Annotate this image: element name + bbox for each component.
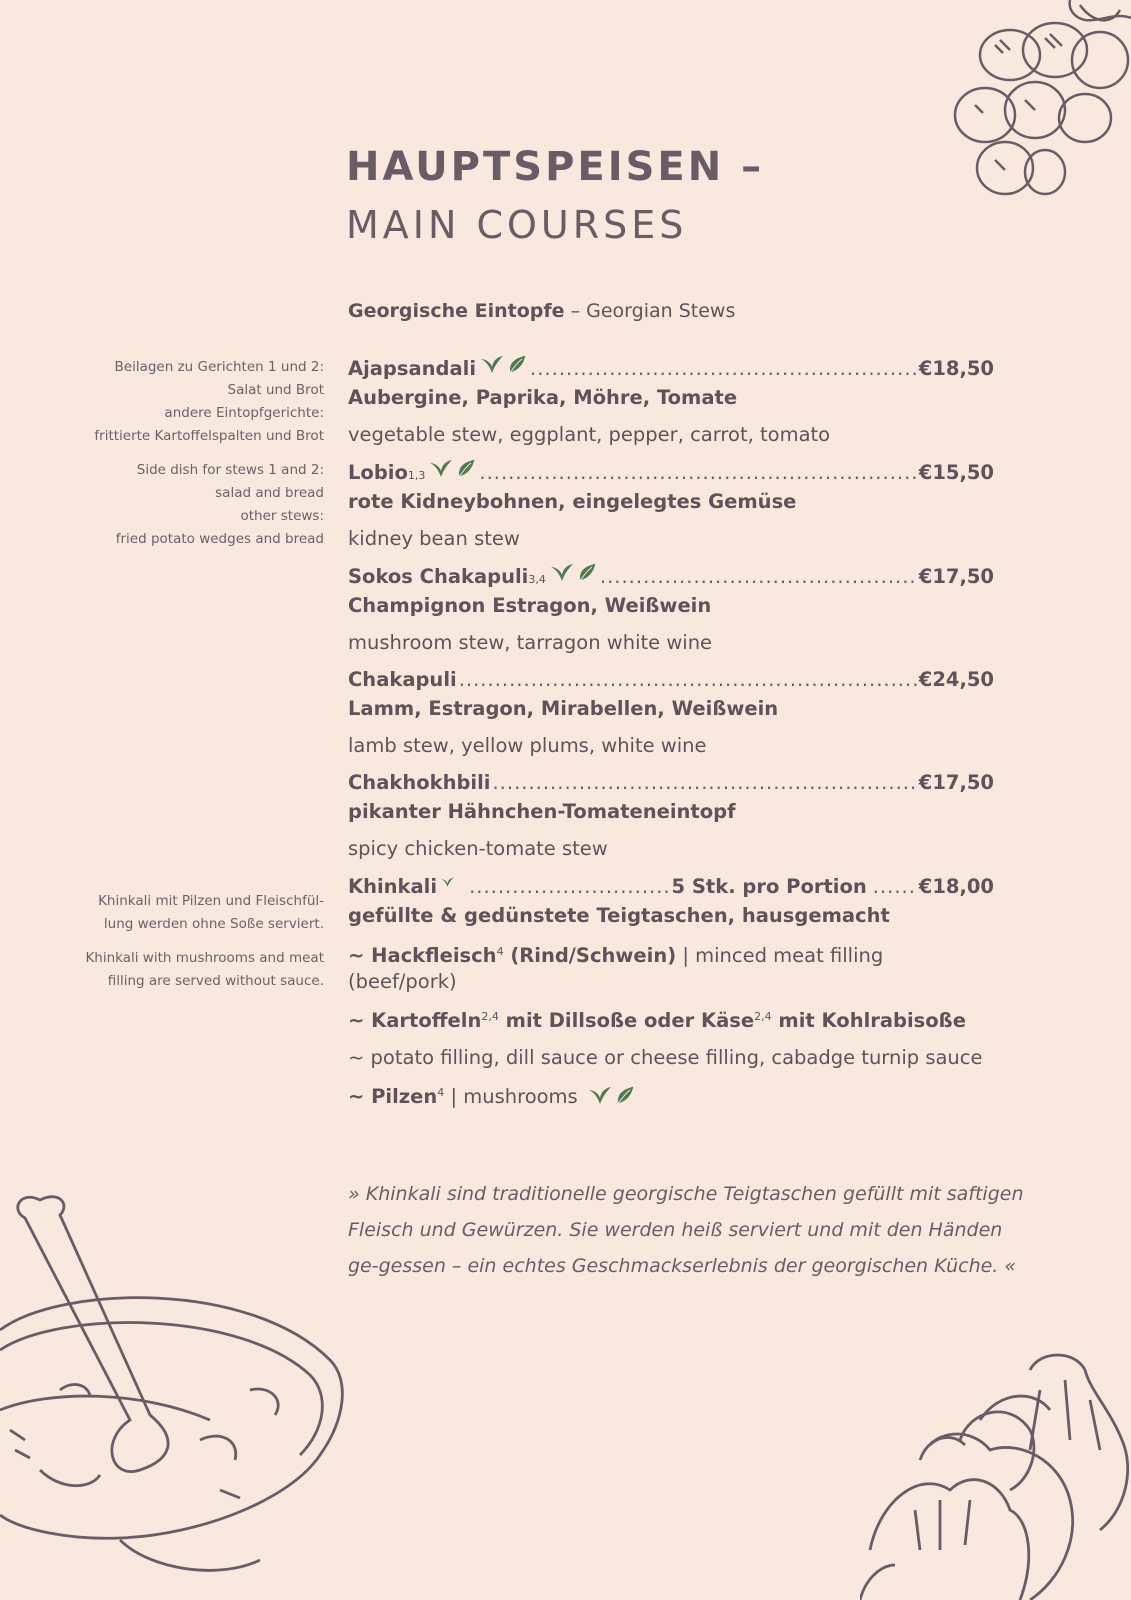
filling-potato	[348, 1008, 994, 1034]
dish-description-en: kidney bean stew	[348, 527, 520, 550]
dish-description-en: spicy chicken-tomate stew	[348, 837, 608, 860]
vegan-icon	[441, 871, 467, 893]
section-heading-en: Georgian Stews	[586, 300, 736, 322]
title-german: HAUPTSPEISEN –	[346, 144, 765, 190]
filling-name: Pilzen	[371, 1085, 438, 1108]
filling-detail: mit Dillsoße oder Käse	[498, 1009, 755, 1032]
dish-description-de: pikanter Hähnchen-Tomateneintopf	[348, 800, 736, 823]
dish-price: €17,50	[918, 771, 994, 794]
filling-detail: mit Kohlrabisoße	[771, 1009, 966, 1032]
title-english: MAIN COURSES	[346, 203, 688, 247]
filling-name: Kartoffeln	[371, 1009, 482, 1032]
filling-en: | minced meat filling (beef/pork)	[348, 944, 884, 993]
dish-description-en: lamb stew, yellow plums, white wine	[348, 734, 707, 757]
vegan-icon	[550, 561, 598, 583]
filling-meat	[348, 943, 994, 995]
portion-size: 5 Stk. pro Portion	[671, 875, 867, 898]
dish-description-de: gefüllte & gedünstete Teigtaschen, hausgemacht	[348, 904, 890, 927]
side-note-line: frittierte Kartoffelspalten und Brot	[94, 428, 324, 444]
allergen-codes: 2,4	[754, 1010, 772, 1023]
dish-description-en: mushroom stew, tarragon white wine	[348, 631, 713, 654]
dish-price: €15,50	[918, 461, 994, 484]
grapes-illustration	[950, 0, 1131, 220]
page-title	[346, 138, 764, 254]
dumplings-illustration	[860, 1350, 1131, 1600]
allergen-codes: 4	[496, 945, 504, 958]
menu-list	[348, 353, 994, 1119]
side-note-line: other stews:	[240, 508, 324, 524]
dish-price: €18,50	[918, 357, 994, 380]
filling-potato-en: ~ potato filling, dill sauce or cheese filling, cabadge turnip sauce	[348, 1046, 983, 1069]
side-note-line: andere Eintopfgerichte:	[164, 405, 324, 421]
filling-prefix: ~	[348, 1085, 372, 1108]
menu-item-khinkali	[348, 871, 994, 1110]
filling-en: | mushrooms	[444, 1085, 578, 1108]
dish-name: Lobio	[348, 461, 408, 484]
side-note-line: salad and bread	[215, 485, 324, 501]
filling-name: Hackfleisch	[371, 944, 497, 967]
section-heading-separator: –	[564, 300, 587, 322]
dish-name: Khinkali	[348, 875, 438, 898]
vegan-icon	[588, 1084, 636, 1106]
side-note-stews	[64, 356, 324, 562]
menu-item	[348, 353, 994, 448]
side-note-line: Side dish for stews 1 and 2:	[136, 462, 324, 478]
side-note-line: Salat und Brot	[227, 382, 324, 398]
side-note-line: Beilagen zu Gerichten 1 und 2:	[114, 359, 324, 375]
bowl-illustration	[0, 1190, 350, 1600]
dish-description-de: Champignon Estragon, Weißwein	[348, 594, 712, 617]
vegan-icon	[480, 353, 528, 375]
dish-name: Sokos Chakapuli	[348, 565, 529, 588]
dish-price: €24,50	[918, 668, 994, 691]
dish-description-en: vegetable stew, eggplant, pepper, carrot, tomato	[348, 423, 831, 446]
section-heading-de: Georgische Eintopfe	[348, 300, 565, 322]
menu-item: Lobio 1,3 ..... €15,50 rote Kidneybohnen, eingelegtes Gemüse kidney bean stew	[348, 457, 994, 552]
khinkali-quote: » Khinkali sind traditionelle georgische Teigtaschen gefüllt mit saftigen Fleisch und Gewürzen. Sie werden heiß serviert und mit den Händen ge-gessen – ein echtes Geschmackserlebnis der georgischen Küche. «	[348, 1183, 1024, 1277]
filling-detail: (Rind/Schwein)	[503, 944, 677, 967]
section-heading	[348, 300, 735, 322]
dish-description-de: rote Kidneybohnen, eingelegtes Gemüse	[348, 490, 797, 513]
filling-mushroom	[348, 1084, 994, 1110]
filling-prefix: ~	[348, 1009, 372, 1032]
menu-item	[348, 665, 994, 759]
filling-prefix: ~	[348, 944, 372, 967]
dish-name: Chakhokhbili	[348, 771, 491, 794]
menu-item: Sokos Chakapuli 3,4 ..... €17,50 Champignon Estragon, Weißwein mushroom stew, tarragon white wine	[348, 561, 994, 656]
side-note-line: filling are served without sauce.	[107, 973, 324, 989]
side-note-line: fried potato wedges and bread	[115, 531, 324, 547]
allergen-codes: 4	[437, 1086, 445, 1099]
dish-price: €18,00	[918, 875, 994, 898]
dish-name: Ajapsandali	[348, 357, 477, 380]
side-note-line: lung werden ohne Soße serviert.	[103, 916, 324, 932]
dish-description-de: Lamm, Estragon, Mirabellen, Weißwein	[348, 697, 779, 720]
dish-description-de: Aubergine, Paprika, Möhre, Tomate	[348, 386, 738, 409]
dish-price: €17,50	[918, 565, 994, 588]
allergen-codes: 2,4	[481, 1010, 499, 1023]
vegan-icon	[429, 457, 477, 479]
dish-name: Chakapuli	[348, 668, 457, 691]
menu-item	[348, 768, 994, 862]
side-note-khinkali	[64, 890, 324, 1004]
side-note-line: Khinkali mit Pilzen und Fleischfül-	[98, 893, 324, 909]
side-note-line: Khinkali with mushrooms and meat	[85, 950, 324, 966]
